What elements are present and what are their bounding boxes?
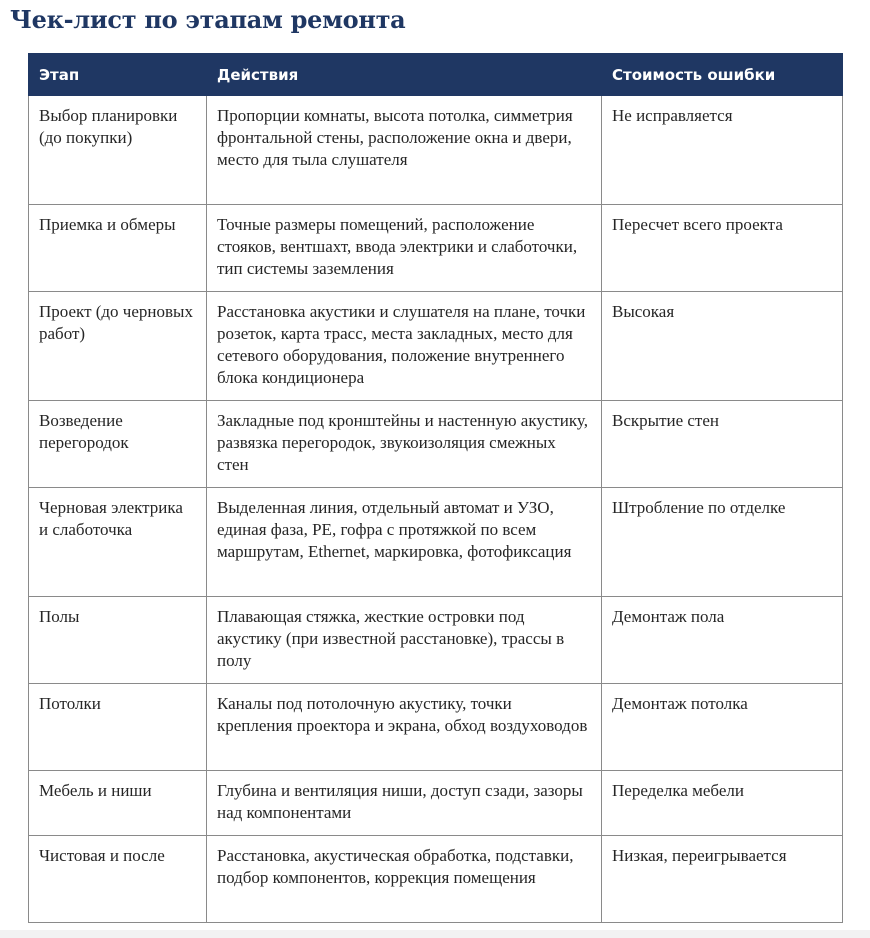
stage-cell: Черновая электрика и слаботочка bbox=[29, 488, 207, 597]
stage-cell: Потолки bbox=[29, 684, 207, 771]
stage-cell: Мебель и ниши bbox=[29, 771, 207, 836]
error-cost-cell: Демонтаж потолка bbox=[602, 684, 843, 771]
table-row bbox=[29, 96, 843, 205]
table-row bbox=[29, 771, 843, 836]
header-error-cost: Стоимость ошибки bbox=[602, 54, 843, 96]
stage-cell: Выбор планировки (до покупки) bbox=[29, 96, 207, 205]
table-row bbox=[29, 836, 843, 923]
table-row bbox=[29, 401, 843, 488]
stage-cell: Чистовая и после bbox=[29, 836, 207, 923]
table-row bbox=[29, 488, 843, 597]
actions-cell: Расстановка акустики и слушателя на плане, точки розеток, карта трасс, места закладных, место для сетевого оборудования, положение внутреннего блока кондиционера bbox=[207, 292, 602, 401]
table-row bbox=[29, 292, 843, 401]
checklist-table bbox=[28, 53, 843, 923]
error-cost-cell: Низкая, переигрывается bbox=[602, 836, 843, 923]
header-actions: Действия bbox=[207, 54, 602, 96]
actions-cell: Расстановка, акустическая обработка, подставки, подбор компонентов, коррекция помещения bbox=[207, 836, 602, 923]
error-cost-cell: Высокая bbox=[602, 292, 843, 401]
error-cost-cell: Демонтаж пола bbox=[602, 597, 843, 684]
stage-cell: Проект (до черновых работ) bbox=[29, 292, 207, 401]
stage-cell: Полы bbox=[29, 597, 207, 684]
actions-cell: Плавающая стяжка, жесткие островки под акустику (при известной расстановке), трассы в полу bbox=[207, 597, 602, 684]
bottom-divider bbox=[0, 930, 870, 938]
header-row bbox=[29, 54, 843, 96]
actions-cell: Закладные под кронштейны и настенную акустику, развязка перегородок, звукоизоляция смежных стен bbox=[207, 401, 602, 488]
actions-cell: Пропорции комнаты, высота потолка, симметрия фронтальной стены, расположение окна и двери, место для тыла слушателя bbox=[207, 96, 602, 205]
error-cost-cell: Пересчет всего проекта bbox=[602, 205, 843, 292]
actions-cell: Выделенная линия, отдельный автомат и УЗО, единая фаза, PE, гофра с протяжкой по всем маршрутам, Ethernet, маркировка, фотофиксация bbox=[207, 488, 602, 597]
header-stage: Этап bbox=[29, 54, 207, 96]
table-header bbox=[29, 54, 843, 96]
error-cost-cell: Не исправляется bbox=[602, 96, 843, 205]
error-cost-cell: Штробление по отделке bbox=[602, 488, 843, 597]
actions-cell: Глубина и вентиляция ниши, доступ сзади, зазоры над компонентами bbox=[207, 771, 602, 836]
table-row bbox=[29, 684, 843, 771]
error-cost-cell: Вскрытие стен bbox=[602, 401, 843, 488]
table-row bbox=[29, 205, 843, 292]
table-row bbox=[29, 597, 843, 684]
page-title: Чек-лист по этапам ремонта bbox=[10, 5, 406, 34]
error-cost-cell: Переделка мебели bbox=[602, 771, 843, 836]
actions-cell: Каналы под потолочную акустику, точки крепления проектора и экрана, обход воздуховодов bbox=[207, 684, 602, 771]
stage-cell: Приемка и обмеры bbox=[29, 205, 207, 292]
table-body bbox=[29, 96, 843, 923]
actions-cell: Точные размеры помещений, расположение стояков, вентшахт, ввода электрики и слаботочки, тип системы заземления bbox=[207, 205, 602, 292]
stage-cell: Возведение перегородок bbox=[29, 401, 207, 488]
